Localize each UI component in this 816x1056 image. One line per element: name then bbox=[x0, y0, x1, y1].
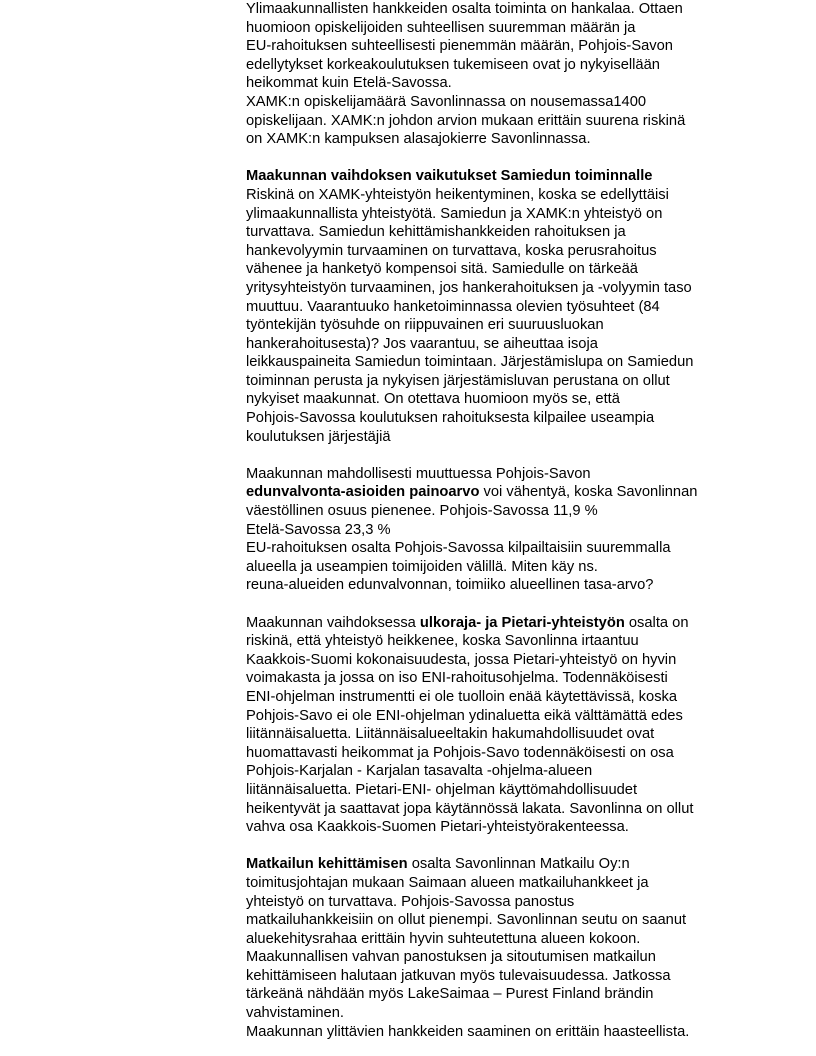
text-line: liitännäisaluetta. Pietari-ENI- ohjelman käyttömahdollisuudet bbox=[246, 781, 638, 798]
text-line: kehittämiseen halutaan jatkuvan myös tulevaisuudessa. Jatkossa bbox=[246, 967, 671, 984]
document-page bbox=[246, 0, 746, 1041]
text-line: aluekehitysrahaa erittäin hyvin suhteutettuna alueen kokoon. bbox=[246, 930, 641, 947]
text-line: Maakunnallisen vahvan panostuksen ja sitoutumisen matkailun bbox=[246, 949, 656, 966]
text-line: heikentyvät ja saattavat jopa käytännössä lakata. Savonlinna on ollut bbox=[246, 800, 694, 817]
text-line: Ylimaakunnallisten hankkeiden osalta toiminta on hankalaa. Ottaen bbox=[246, 1, 683, 17]
text-line: matkailuhankkeisiin on ollut pienempi. Savonlinnan seutu on saanut bbox=[246, 912, 687, 929]
paragraph-gap bbox=[246, 446, 746, 465]
text-line: Pohjois-Savo ei ole ENI-ohjelman ydinaluetta eikä välttämättä edes bbox=[246, 707, 683, 724]
text-line: huomattavasti heikommat ja Pohjois-Savo todennäköisesti on osa bbox=[246, 744, 674, 761]
text-line: toiminnan perusta ja nykyisen järjestämisluvan perustana on ollut bbox=[246, 372, 670, 389]
text-line: Pohjois-Savossa koulutuksen rahoituksesta kilpailee useampia bbox=[246, 410, 655, 427]
text-line: yhteistyö on turvattava. Pohjois-Savossa panostus bbox=[246, 893, 575, 910]
text-line: hankevolyymin turvaaminen on turvattava, koska perusrahoitus bbox=[246, 242, 657, 259]
text-fragment: Maakunnan vaihdoksessa bbox=[246, 614, 420, 631]
text-fragment: osalta Savonlinnan Matkailu Oy:n bbox=[407, 856, 630, 873]
text-line: huomioon opiskelijoiden suhteellisen suuremman määrän ja bbox=[246, 19, 636, 36]
text-line: XAMK:n opiskelijamäärä Savonlinnassa on nousemassa1400 bbox=[246, 93, 647, 110]
text-line: vähenee ja hanketyö kompensoi sitä. Samiedulle on tärkeää bbox=[246, 261, 638, 278]
text-line: leikkauspaineita Samiedun toimintaan. Järjestämislupa on Samiedun bbox=[246, 354, 694, 371]
text-line bbox=[246, 855, 746, 874]
text-line: edellytykset korkeakoulutuksen tukemiseen ovat jo nykyisellään bbox=[246, 56, 660, 73]
edunvalvonta-section bbox=[246, 465, 746, 595]
text-line: turvattava. Samiedun kehittämishankkeiden rahoituksen ja bbox=[246, 224, 626, 241]
intro-paragraph bbox=[246, 0, 746, 149]
text-line: hankerahoitusesta)? Jos vaarantuu, se aiheuttaa isoja bbox=[246, 335, 598, 352]
text-line: tärkeänä nähdään myös LakeSaimaa – Purest Finland brändin bbox=[246, 986, 654, 1003]
text-line: heikommat kuin Etelä-Savossa. bbox=[246, 75, 452, 92]
paragraph-gap bbox=[246, 837, 746, 856]
text-line: riskinä, että yhteistyö heikkenee, koska Savonlinna irtaantuu bbox=[246, 633, 639, 650]
text-line: Pohjois-Karjalan - Karjalan tasavalta -ohjelma-alueen bbox=[246, 763, 593, 780]
text-line: liitännäisaluetta. Liitännäisalueeltakin hakumahdollisuudet ovat bbox=[246, 726, 655, 743]
ulkoraja-section bbox=[246, 614, 746, 837]
text-line: Maakunnan ylittävien hankkeiden saaminen on erittäin haasteellista. bbox=[246, 1023, 690, 1040]
text-fragment: osalta on bbox=[624, 614, 689, 631]
text-fragment: voi vähentyä, koska Savonlinnan bbox=[479, 484, 698, 501]
text-line: ENI-ohjelman instrumentti ei ole tuolloin enää käytettävissä, koska bbox=[246, 688, 678, 705]
text-line bbox=[246, 483, 746, 502]
text-line: on XAMK:n kampuksen alasajokierre Savonlinnassa. bbox=[246, 131, 591, 148]
text-line: voimakasta ja jossa on iso ENI-rahoitusohjelma. Todennäköisesti bbox=[246, 670, 668, 687]
text-line: opiskelijaan. XAMK:n johdon arvion mukaan erittäin suurena riskinä bbox=[246, 112, 686, 129]
text-line: alueella ja useampien toimijoiden välillä. Miten käy ns. bbox=[246, 558, 598, 575]
samiedu-section bbox=[246, 167, 746, 446]
text-line: Etelä-Savossa 23,3 % bbox=[246, 521, 391, 538]
text-line: toimitusjohtajan mukaan Saimaan alueen matkailuhankkeet ja bbox=[246, 874, 649, 891]
text-line: koulutuksen järjestäjiä bbox=[246, 428, 391, 445]
text-line: muuttuu. Vaarantuuko hanketoiminnassa olevien työsuhteet (84 bbox=[246, 298, 660, 315]
bold-term: edunvalvonta-asioiden painoarvo bbox=[246, 484, 480, 501]
text-line bbox=[246, 614, 746, 633]
text-line: reuna-alueiden edunvalvonnan, toimiiko alueellinen tasa-arvo? bbox=[246, 577, 654, 594]
paragraph-gap bbox=[246, 149, 746, 168]
matkailu-section bbox=[246, 855, 746, 1041]
bold-term: Matkailun kehittämisen bbox=[246, 856, 408, 873]
text-line: yritysyhteistyön turvaaminen, jos hankerahoituksen ja -volyymin taso bbox=[246, 279, 692, 296]
text-line: työntekijän työsuhde on riippuvainen eri suuruusluokan bbox=[246, 317, 604, 334]
text-line: nykyiset maakunnat. On otettava huomioon myös se, että bbox=[246, 391, 620, 408]
text-line: ylimaakunnallista yhteistyötä. Samiedun ja XAMK:n yhteistyö on bbox=[246, 205, 663, 222]
bold-term: ulkoraja- ja Pietari-yhteistyön bbox=[419, 614, 625, 631]
section-heading: Maakunnan vaihdoksen vaikutukset Samiedun toiminnalle bbox=[246, 168, 653, 185]
text-line: vahva osa Kaakkois-Suomen Pietari-yhteistyörakenteessa. bbox=[246, 819, 629, 836]
text-line: vahvistaminen. bbox=[246, 1005, 344, 1022]
text-line: EU-rahoituksen suhteellisesti pienemmän määrän, Pohjois-Savon bbox=[246, 38, 673, 55]
text-line: EU-rahoituksen osalta Pohjois-Savossa kilpailtaisiin suuremmalla bbox=[246, 540, 671, 557]
text-line: Riskinä on XAMK-yhteistyön heikentyminen, koska se edellyttäisi bbox=[246, 186, 669, 203]
text-line: väestöllinen osuus pienenee. Pohjois-Savossa 11,9 % bbox=[246, 503, 598, 520]
text-line: Kaakkois-Suomi kokonaisuudesta, jossa Pietari-yhteistyö on hyvin bbox=[246, 651, 677, 668]
paragraph-gap bbox=[246, 595, 746, 614]
text-line: Maakunnan mahdollisesti muuttuessa Pohjois-Savon bbox=[246, 465, 591, 482]
